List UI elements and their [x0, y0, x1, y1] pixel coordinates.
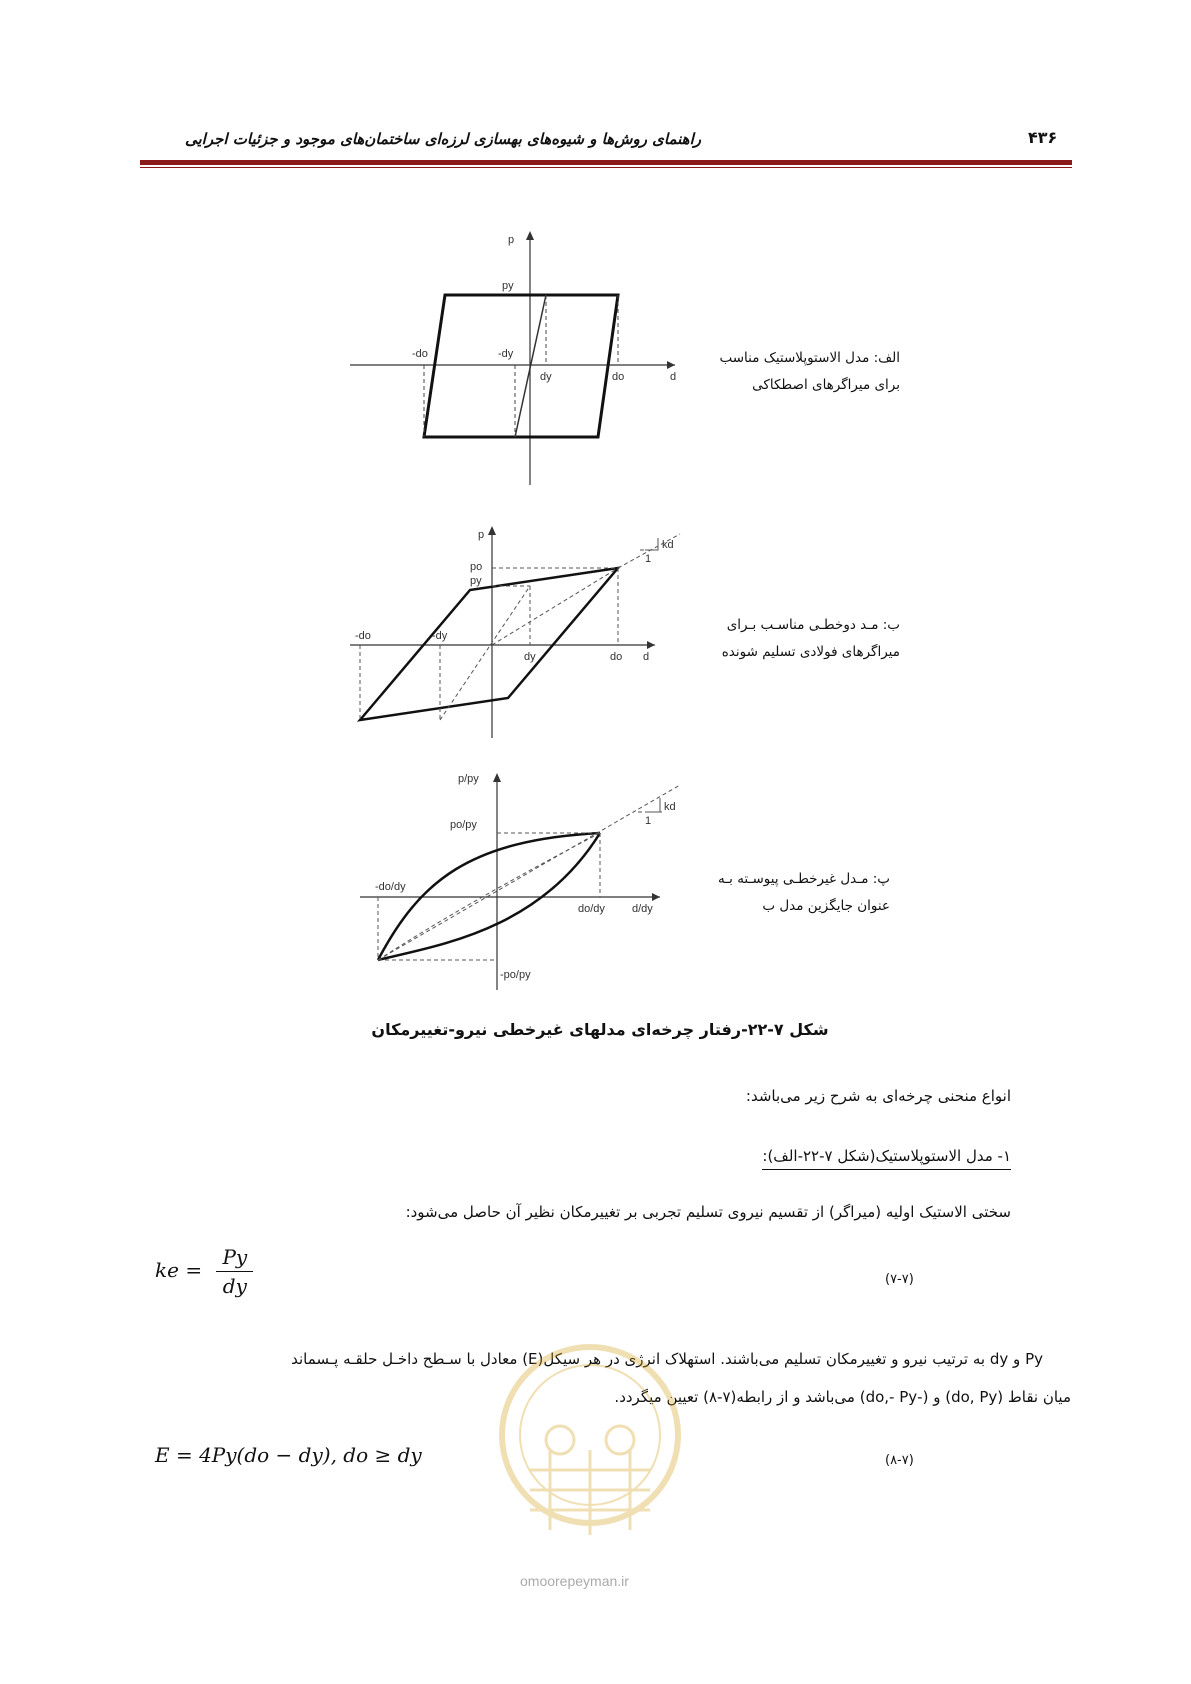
watermark-seal-icon [490, 1340, 690, 1560]
label-neg-po-py: -po/py [500, 969, 531, 981]
label-po-py: po/py [450, 819, 477, 831]
label-neg-do: -do [355, 630, 371, 642]
label-po: po [470, 561, 483, 573]
label-neg-do-dy: -do/dy [375, 881, 406, 893]
section-heading: ۱- مدل الاستوپلاستیک(شکل ۷-۲۲-الف): [762, 1147, 1011, 1170]
panel-a-caption-line2: برای میراگرهای اصطکاکی [752, 377, 900, 393]
label-d-dy: d/dy [632, 903, 653, 915]
panel-a-caption [690, 345, 900, 399]
equation-1-lhs: ke = [155, 1258, 203, 1282]
label-one: 1 [645, 815, 652, 827]
panel-a-diagram [330, 225, 690, 495]
figure-caption: شکل ۷-۲۲-رفتار چرخه‌ای مدلهای غیرخطی نیرو-تغییرمکان [371, 1020, 829, 1039]
label-kd: kd [664, 801, 676, 813]
header-rule-thin [140, 167, 1072, 168]
intro-text: انواع منحنی چرخه‌ای به شرح زیر می‌باشد: [745, 1087, 1011, 1105]
label-do: do [612, 371, 625, 383]
label-dy: dy [540, 371, 552, 383]
label-py: py [470, 575, 482, 587]
panel-b-diagram [340, 520, 700, 745]
panel-c-caption-line2: عنوان جایگزین مدل ب [762, 898, 890, 914]
panel-a-caption-line1: الف: مدل الاستوپلاستیک مناسب [719, 350, 900, 366]
equation-1-number: (۷-۷) [885, 1272, 914, 1287]
label-p: p [478, 529, 485, 541]
label-neg-dy: -dy [498, 348, 514, 360]
paragraph-1: سختی الاستیک اولیه (میراگر) از تقسیم نیروی تسلیم تجربی بر تغییرمکان نظیر آن حاصل می‌شود: [405, 1203, 1011, 1221]
equation-1 [155, 1245, 253, 1298]
watermark-text: omoorepeyman.ir [520, 1573, 629, 1589]
panel-b-caption-line2: میراگرهای فولادی تسلیم شونده [721, 644, 900, 660]
equation-1-denominator: dy [222, 1274, 247, 1298]
label-p: p [508, 234, 515, 246]
panel-b-caption-line1: ب: مـد دوخطـی مناسـب بـرای [726, 617, 900, 633]
label-d: d [643, 651, 650, 663]
label-d: d [670, 371, 677, 383]
panel-c-caption [680, 866, 890, 920]
equation-2: E = 4Py(do − dy), do ≥ dy [155, 1443, 422, 1467]
label-do-dy: do/dy [578, 903, 605, 915]
equation-2-number: (۸-۷) [885, 1453, 914, 1468]
panel-c-diagram [350, 770, 710, 1000]
label-kd: kd [662, 539, 674, 551]
equation-1-fraction [216, 1245, 253, 1298]
paragraph-2-line-1: Py و dy به ترتیب نیرو و تغییرمکان تسلیم می‌باشند. استهلاک انرژی در هر سیکل(E) معادل با سـطح داخـل حلقـه پـسماند [291, 1350, 1043, 1368]
header-rule-thick [140, 160, 1072, 165]
label-one: 1 [645, 553, 652, 565]
label-py: py [502, 280, 514, 292]
panel-c-caption-line1: پ: مـدل غیرخطـی پیوسـته بـه [717, 871, 890, 887]
label-do: do [610, 651, 623, 663]
label-neg-dy: -dy [432, 630, 448, 642]
equation-1-numerator: Py [216, 1245, 253, 1272]
page-number: ۴۳۶ [1028, 128, 1058, 147]
label-dy: dy [524, 651, 536, 663]
running-header-title: راهنمای روش‌ها و شیوه‌های بهسازی لرزه‌ای ساختمان‌های موجود و جزئیات اجرایی [184, 130, 701, 148]
paragraph-2-line-2: میان نقاط (do, Py) و (-do,- Py) می‌باشد و از رابطه(۷-۸) تعیین میگردد. [614, 1388, 1071, 1406]
label-p-py: p/py [458, 773, 479, 785]
panel-b-caption [690, 612, 900, 666]
label-neg-do: -do [412, 348, 428, 360]
